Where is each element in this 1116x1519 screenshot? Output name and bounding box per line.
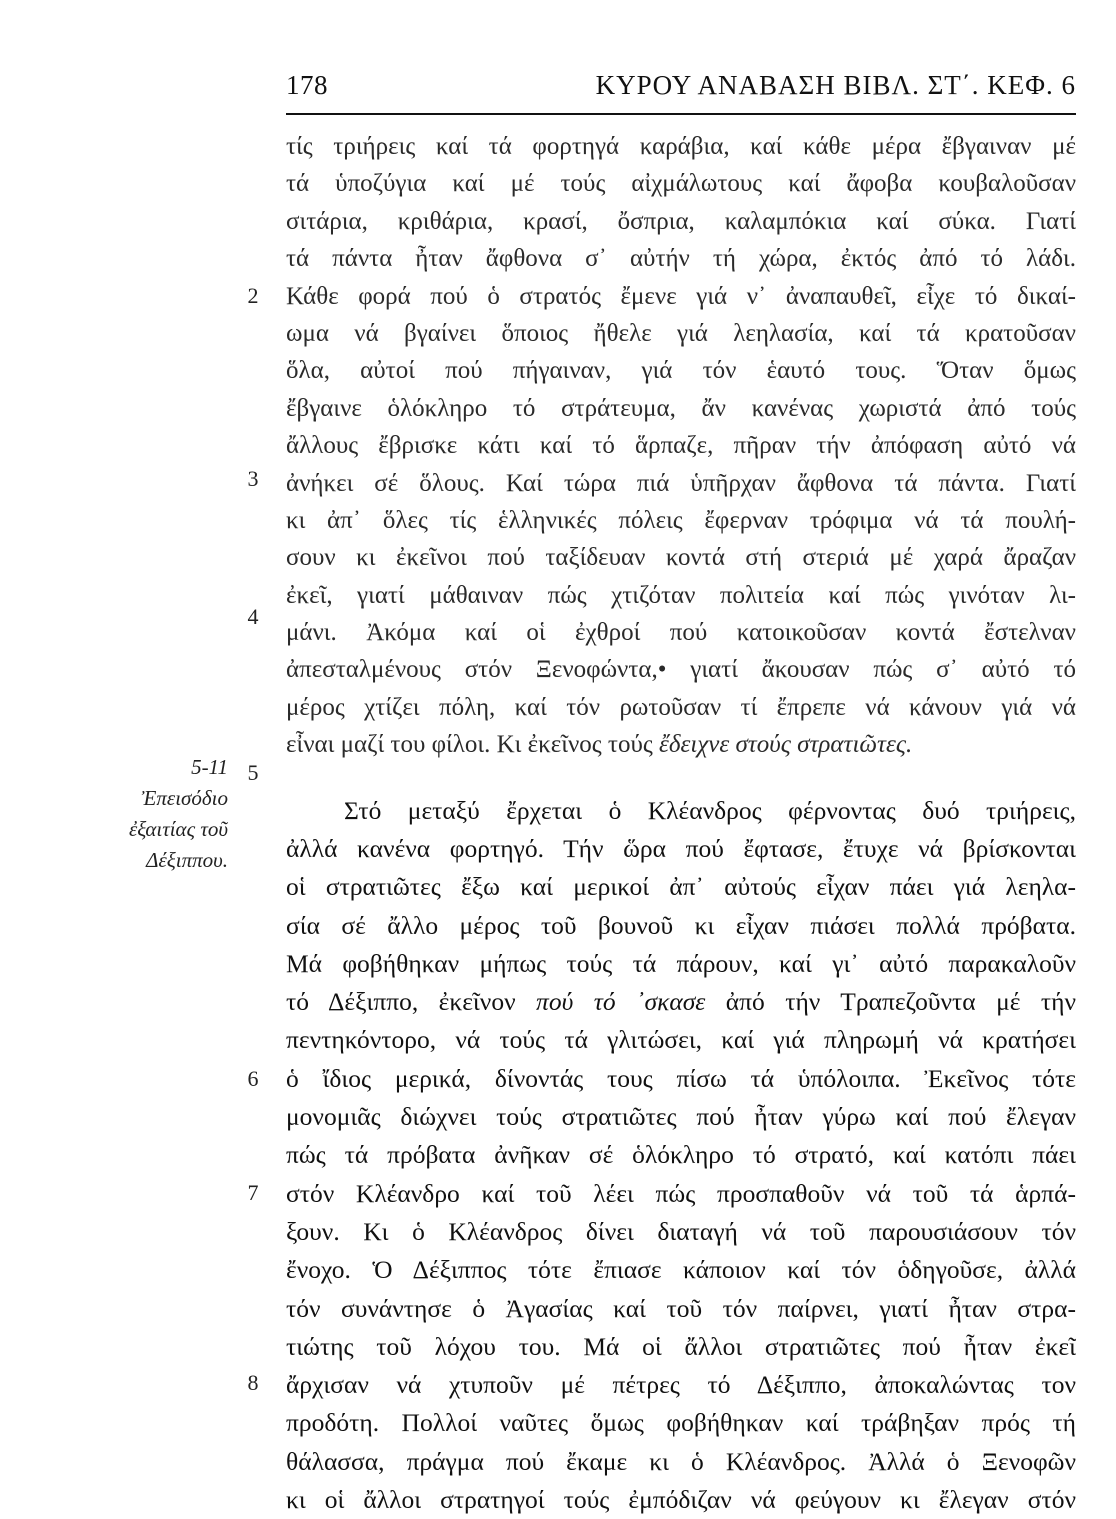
text-line: σιτάρια, κριθάρια, κρασί, ὄσπρια, καλαμπόκια καί σύκα. Γιατί [286, 207, 1076, 235]
side-note-line: ἐξαιτίας τοῦ [128, 817, 228, 841]
text-line: κι οἱ ἄλλοι στρατηγοί τούς ἐμπόδιζαν νά φεύγουν κι ἔλεγαν στόν [286, 1484, 1076, 1514]
text-span: ἀπό τήν Τραπεζοῦντα μέ τήν [705, 987, 1076, 1017]
section-number-6: 6 [247, 1066, 259, 1091]
text-line: στόν Κλέανδρο καί τοῦ λέει πώς προσπαθοῦν νά τοῦ τά ἁρπά- [286, 1178, 1076, 1208]
text-span: εἶναι μαζί του φίλοι. Κι ἐκεῖνος τούς [286, 731, 659, 759]
text-line: κι ἀπ᾽ ὅλες τίς ἑλληνικές πόλεις ἔφερναν τρόφιμα νά τά πουλή- [286, 506, 1076, 534]
text-line: ἔβγαινε ὁλόκληρο τό στράτευμα, ἄν κανένας χωριστά ἀπό τούς [286, 394, 1076, 422]
section-number-4: 4 [247, 604, 259, 629]
paragraph-1 [286, 128, 1076, 764]
section-number-2: 2 [247, 283, 259, 308]
text-line: πεντηκόντορο, νά τούς τά γλιτώσει, καί γιά πληρωμή νά κρατήσει [286, 1025, 1076, 1055]
text-line: Στό μεταξύ ἔρχεται ὁ Κλέανδρος φέρνοντας δυό τριήρεις, [344, 795, 1076, 825]
paragraph-gap [286, 764, 1076, 792]
text-line: ἀνήκει σέ ὅλους. Καί τώρα πιά ὑπῆρχαν ἄφθονα τά πάντα. Γιατί [286, 469, 1076, 497]
section-number-5: 5 [247, 760, 259, 785]
text-line: Μά φοβήθηκαν μήπως τούς τά πάρουν, καί γι᾽ αὐτό παρακαλοῦν [286, 948, 1076, 978]
text-line: σουν κι ἐκεῖνοι πού ταξίδευαν κοντά στή στεριά μέ χαρά ἄραζαν [286, 544, 1076, 572]
text-line: ἀπεσταλμένους στόν Ξενοφώντα,• γιατί ἄκουσαν πώς σ᾽ αὐτό τό [286, 656, 1076, 684]
text-line-final [286, 726, 1076, 763]
text-line: ἀλλά κανένα φορτηγό. Τήν ὥρα πού ἔφτασε, ἔτυχε νά βρίσκονται [286, 833, 1076, 863]
text-line: ωμα νά βγαίνει ὅποιος ἤθελε γιά λεηλασία, καί τά κρατοῦσαν [286, 319, 1076, 347]
page-number: 178 [286, 70, 328, 100]
text-line: σία σέ ἄλλο μέρος τοῦ βουνοῦ κι εἶχαν πιάσει πολλά πρόβατα. [286, 910, 1076, 940]
text-line: τιώτης τοῦ λόχου του. Μά οἱ ἄλλοι στρατιῶτες πού ἦταν ἐκεῖ [286, 1331, 1076, 1361]
text-line: μέρος χτίζει πόλη, καί τόν ρωτοῦσαν τί ἔπρεπε νά κάνουν γιά νά [286, 693, 1076, 721]
italic-span: πού τό ᾿σκασε [536, 987, 706, 1017]
text-line: οἱ στρατιῶτες ἔξω καί μερικοί ἀπ᾽ αὐτούς εἶχαν πάει γιά λεηλα- [286, 872, 1076, 902]
text-line: τόν συνάντησε ὁ Ἀγασίας καί τοῦ τόν παίρνει, γιατί ἦταν στρα- [286, 1293, 1076, 1323]
body-text [286, 128, 1076, 1519]
running-title: ΚΥΡΟΥ ΑΝΑΒΑΣΗ ΒΙΒΛ. ΣΤ΄. ΚΕΦ. 6 [595, 70, 1076, 100]
side-note [118, 752, 228, 876]
text-line: Κάθε φορά πού ὁ στρατός ἔμενε γιά ν᾽ ἀναπαυθεῖ, εἶχε τό δικαί- [286, 282, 1076, 310]
section-number-3: 3 [247, 466, 259, 491]
italic-span: ἔδειχνε στούς στρατιῶτες. [659, 731, 913, 759]
text-line: ἄλλους ἔβρισκε κάτι καί τό ἅρπαζε, πῆραν τήν ἀπόφαση αὐτό νά [286, 432, 1076, 460]
text-line: τά πάντα ἦταν ἄφθονα σ᾽ αὐτήν τή χώρα, ἐκτός ἀπό τό λάδι. [286, 245, 1076, 273]
text-span: τό Δέξιππο, ἐκεῖνον [286, 987, 537, 1017]
text-line: θάλασσα, πράγμα πού ἔκαμε κι ὁ Κλέανδρος. Ἀλλά ὁ Ξενοφῶν [286, 1446, 1076, 1476]
text-line: τά ὑποζύγια καί μέ τούς αἰχμάλωτους καί ἄφοβα κουβαλοῦσαν [286, 170, 1076, 198]
running-head [286, 70, 1076, 110]
text-line: μάνι. Ἀκόμα καί οἱ ἐχθροί πού κατοικοῦσαν κοντά ἔστελναν [286, 619, 1076, 647]
text-line: προδότη. Πολλοί ναῦτες ὅμως φοβήθηκαν καί τράβηξαν πρός τή [286, 1408, 1076, 1438]
text-line: τίς τριήρεις καί τά φορτηγά καράβια, καί κάθε μέρα ἔβγαιναν μέ [286, 133, 1076, 160]
side-note-line: Ἐπεισόδιο [141, 786, 228, 810]
side-note-line: Δέξιππου. [146, 848, 228, 872]
side-note-line: 5-11 [191, 755, 228, 779]
text-line: πώς τά πρόβατα ἀνῆκαν σέ ὁλόκληρο τό στρατό, καί κατόπι πάει [286, 1140, 1076, 1170]
text-line-mixed [286, 983, 1076, 1021]
header-rule [286, 113, 1076, 115]
paragraph-2 [286, 792, 1076, 1519]
text-line: ὁ ἴδιος μερικά, δίνοντάς τους πίσω τά ὑπόλοιπα. Ἐκεῖνος τότε [286, 1063, 1076, 1093]
section-number-7: 7 [247, 1180, 259, 1205]
text-line: ὅλα, αὐτοί πού πήγαιναν, γιά τόν ἑαυτό τους. Ὅταν ὅμως [286, 357, 1076, 385]
section-number-8: 8 [247, 1370, 259, 1395]
text-line: μονομιᾶς διώχνει τούς στρατιῶτες πού ἦταν γύρω καί πού ἔλεγαν [286, 1102, 1076, 1132]
text-line: ξουν. Κι ὁ Κλέανδρος δίνει διαταγή νά τοῦ παρουσιάσουν τόν [286, 1216, 1076, 1246]
text-line: ἐκεῖ, γιατί μάθαιναν πώς χτιζόταν πολιτεία καί πώς γινόταν λι- [286, 581, 1076, 609]
text-line: ἄρχισαν νά χτυποῦν μέ πέτρες τό Δέξιππο, ἀποκαλώντας τον [286, 1370, 1076, 1400]
text-line: ἔνοχο. Ὁ Δέξιππος τότε ἔπιασε κάποιον καί τόν ὁδηγοῦσε, ἀλλά [286, 1255, 1076, 1285]
